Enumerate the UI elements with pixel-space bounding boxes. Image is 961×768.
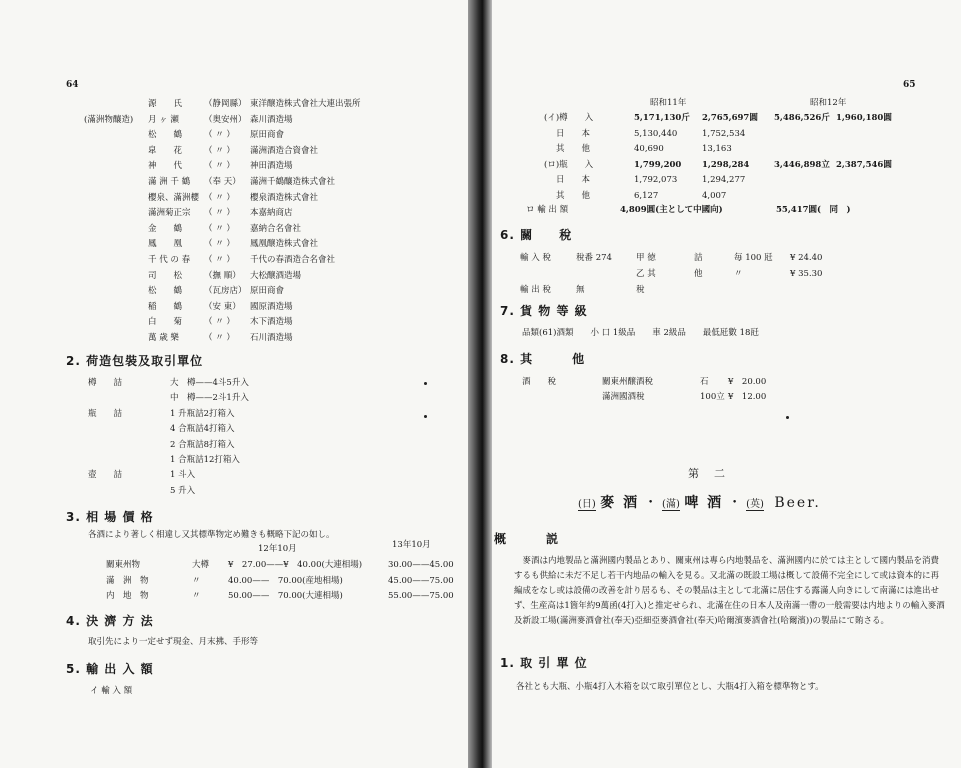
speck [424,415,427,418]
price-old: ¥ 27.00——¥ 40.00(大連相場) [228,560,363,570]
book-gutter [468,0,492,768]
package-spec: 大 樽——4斗5升入 [170,378,249,388]
section-heading: 2. 荷造包裝及取引單位 [66,354,204,368]
brewer-place: （ 〃 ） [204,333,235,343]
brewer-maker: 本嘉納商店 [250,208,293,219]
section-text: 取引先により一定せず現金、月末拂、手形等 [88,637,259,647]
price-origin: 關東州物 [106,560,141,570]
package-spec: 1 升瓶詰2打箱入 [170,408,235,419]
trade-value-12: 2,387,546圓 [836,159,892,170]
tariff-cell-a: 輸 入 稅 [520,253,551,263]
trade-label: (イ)樽 入 [544,113,594,123]
tariff-cell-e: 毎 100 瓩 [734,253,773,263]
section-text: 各酒により著しく相違し又其標準物定め難きも概略下記の如し。 [88,530,335,540]
brewer-brand: 皐 花 [148,145,183,156]
brewer-place: （ 〃 ） [204,192,235,203]
year-header: 昭和12年 [810,98,847,108]
export-value: 55,417圓( 同 ) [776,205,851,215]
brewer-maker: 石川酒造場 [250,333,293,343]
section-heading: 6. 關 稅 [500,228,573,242]
brewer-brand: 鳳 凰 [148,239,183,250]
brewer-brand: 司 松 [148,270,183,281]
brewer-place: （ 〃 ） [204,317,235,328]
trade-value-11: 4,007 [702,190,727,201]
tariff-cell-c: 稅 [636,285,645,295]
tax-label: 酒 稅 [522,377,557,387]
price-origin: 滿 洲 物 [106,575,149,586]
trade-qty-12: 3,446,898立 [774,159,830,170]
brewer-place: （ 〃 ） [204,145,235,156]
tax-unit: 石 [700,377,709,387]
trade-qty-12: 5,486,526斤 [774,113,830,123]
trade-label: 其 他 [556,190,591,201]
brewer-brand: 松 鶴 [148,130,183,141]
overview-heading: 概 説 [494,532,560,546]
title-lang-jp: (日) [578,499,596,510]
trade-label: (ロ)瓶 入 [544,159,594,170]
brewer-brand: 金 鶴 [148,223,183,234]
brewer-maker: 滿洲千鶴釀造株式會社 [250,177,336,187]
brewer-maker: 東洋醸造株式會社大連出張所 [250,99,361,109]
section-heading: 3. 相 場 價 格 [66,510,154,524]
speck [424,382,427,385]
brewer-place: （ 〃 ） [204,161,235,172]
brewer-place: （ 〃 ） [204,223,235,234]
trade-value-11: 13,163 [702,144,732,154]
tax-price: ¥ 12.00 [728,392,767,402]
trade-qty-11: 1,792,073 [634,175,678,185]
brewer-maker: 森川酒造場 [250,114,293,125]
trade-qty-11: 5,171,130斤 [634,113,690,123]
brewer-maker: 櫻泉酒造株式會社 [250,192,319,203]
price-new: 45.00——75.00 [388,575,454,586]
chapter-label: 第 二 [688,467,727,480]
package-spec: 4 合瓶詰4打箱入 [170,424,235,435]
section-heading: 5. 輸 出 入 額 [66,662,154,676]
package-spec: 5 升入 [170,485,196,496]
section-heading: 8. 其 他 [500,352,586,366]
brewer-maker: 大松醸酒造場 [250,270,302,281]
right-page [492,0,961,768]
export-value: 4,809圓(主として中國向) [620,205,723,215]
package-spec: 1 合瓶詰12打箱入 [170,455,240,465]
trade-value-11: 1,298,284 [702,159,750,170]
tax-name: 關東州醸酒稅 [602,377,654,387]
price-old: 40.00—— 70.00(産地相場) [228,575,343,586]
tariff-cell-d: 詰 [694,253,703,263]
brewer-maker: 滿洲酒造合資會社 [250,145,319,156]
column-header: 12年10月 [258,544,297,554]
trade-value-11: 1,294,277 [702,175,746,185]
tax-name: 滿洲國酒稅 [602,392,645,402]
section-text: イ 輸 入 額 [90,686,133,696]
brewer-place: （ 〃 ） [204,208,235,219]
package-spec: 中 樽——2斗1升入 [170,393,249,404]
package-spec: 2 合瓶詰8打箱入 [170,439,235,450]
brewer-maker: 嘉納合名會社 [250,223,302,234]
brewer-brand: 萬 歳 樂 [148,333,179,343]
brewer-place: （奉 天） [204,177,241,187]
title-word-en: Beer. [774,495,821,511]
brewer-maker: 原田商會 [250,286,285,297]
export-label: ロ 輸 出 額 [526,205,569,215]
year-header: 昭和11年 [650,98,687,108]
tariff-cell-f: ¥ 35.30 [790,269,823,279]
trade-label: 日 本 [556,128,591,139]
section-heading: 4. 決 濟 方 法 [66,614,154,628]
trade-qty-11: 5,130,440 [634,128,678,139]
price-unit: 大樽 [192,560,210,570]
brewer-brand: 櫻泉、滿洲櫻 [148,192,200,203]
brewer-brand: 月 ヶ 瀬 [148,114,179,125]
section-heading: 7. 貨 物 等 級 [500,304,588,318]
brewer-brand: 源 氏 [148,99,183,109]
package-spec: 1 斗入 [170,470,196,481]
brewer-brand: 松 鶴 [148,286,183,297]
brewer-place: （瓦房店） [204,286,247,297]
column-header: 13年10月 [392,540,431,550]
package-type: 壺 詰 [88,470,123,481]
title-separator: ・ [727,495,742,511]
section-text: 品類(61)酒類 小 口 1級品 車 2級品 最低瓩數 18瓩 [522,328,759,338]
trade-value-12: 1,960,180圓 [836,113,892,123]
brewer-brand: 神 代 [148,161,183,172]
price-old: 50.00—— 70.00(大連相場) [228,591,343,601]
trade-qty-11: 1,799,200 [634,159,682,170]
brewer-brand: 滿洲菊正宗 [148,208,191,219]
trade-qty-11: 6,127 [634,190,659,201]
brewer-brand: 滿 洲 千 鶴 [148,177,191,187]
tariff-cell-f: ¥ 24.40 [790,253,823,263]
brewer-maker: 木下酒造場 [250,317,293,328]
tariff-cell-e: 〃 [734,269,743,279]
chapter-title [578,492,821,512]
tax-unit: 100立 [700,392,725,402]
price-unit: 〃 [192,591,201,601]
brewer-maker: 千代の春酒造合名會社 [250,255,336,265]
package-type: 樽 詰 [88,378,123,388]
price-new: 30.00——45.00 [388,560,454,570]
brewer-maker: 鳳凰醸造株式會社 [250,239,319,250]
tariff-cell-b: 稅番 274 [576,253,612,263]
tax-price: ¥ 20.00 [728,377,767,387]
brewer-brand: 白 菊 [148,317,183,328]
brewer-place: （ 〃 ） [204,255,235,265]
price-new: 55.00——75.00 [388,591,454,601]
brewer-place: （撫 順） [204,270,241,281]
brewer-place: （ 〃 ） [204,239,235,250]
title-separator: ・ [643,495,658,511]
section-heading: 1. 取 引 單 位 [500,656,588,670]
page-number: 65 [903,80,916,90]
brewer-place: （ 〃 ） [204,130,235,141]
title-word-jp: 麥 酒 [600,495,640,511]
brewer-maker: 國原酒造場 [250,301,293,312]
speck [786,416,789,419]
trade-value-11: 2,765,697圓 [702,113,758,123]
tariff-cell-d: 他 [694,269,703,279]
tariff-cell-a: 輸 出 稅 [520,285,551,295]
left-page [0,0,468,768]
trade-value-11: 1,752,534 [702,128,746,139]
brewer-place: （静岡縣） [204,99,247,109]
package-type: 瓶 詰 [88,408,123,419]
tariff-cell-c: 甲 徳 [636,253,656,263]
trade-qty-11: 40,690 [634,144,664,154]
brewer-brand: 稲 鶴 [148,301,183,312]
title-lang-man: (滿) [662,499,680,510]
price-origin: 内 地 物 [106,591,149,601]
section-text: 各社とも大瓶、小瓶4打入木箱を以て取引單位とし、大瓶4打入箱を標準物とす。 [516,682,824,692]
title-word-man: 啤 酒 [684,495,724,511]
overview-paragraph: 麥酒は内地製品と滿洲國内製品とあり、關東州は專ら内地製品を、滿洲國内に於ては主として國内製品を消費するも供給に未だ不足し若干内地品の輸入を見る。又北滿の既設工場は概して設備不完全にして或は資本的に再編成をなし或は設備の改善を計り居るも、その製品は主として北滿に居住する露滿人向きにして南滿には進出せず、生産高は1箇年約9萬函(4打入)と推定せられ、北滿在住の日本人及南滿一帶の一般需要は内地よりの輸入麥酒及新設工場(滿洲麥酒會社(奉天)亞細亞麥酒會社(奉天)哈爾濱麥酒會社(哈爾濱))の製品にて賄さる。 [514,556,945,626]
brewer-place: （奥安州） [204,114,247,125]
price-unit: 〃 [192,575,201,586]
brewer-maker: 原田商會 [250,130,285,141]
brewer-maker: 神田酒造場 [250,161,293,172]
brewer-brand: 千 代 の 春 [148,255,191,265]
brewer-place: （安 東） [204,301,241,312]
page-number: 64 [66,80,79,90]
tariff-cell-b: 無 [576,285,585,295]
trade-label: 其 他 [556,144,591,154]
trade-label: 日 本 [556,175,591,185]
title-lang-en: (英) [746,499,764,510]
tariff-cell-c: 乙 其 [636,269,656,279]
brewer-category: (滿洲物釀造) [84,114,134,125]
